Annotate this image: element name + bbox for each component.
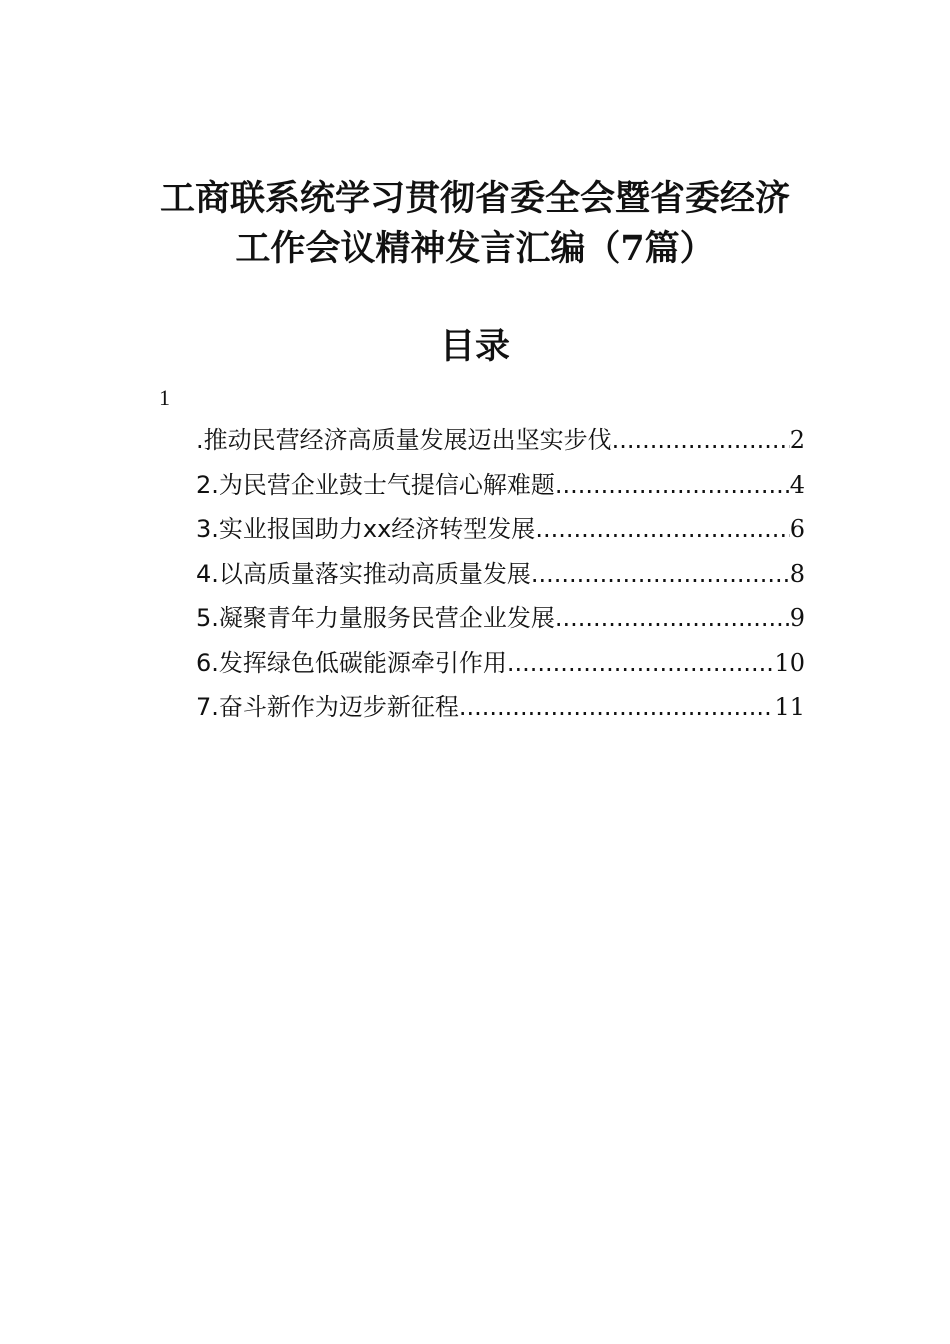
stray-page-number: 1 (159, 385, 170, 410)
toc-entry-page: 11 (774, 693, 805, 721)
toc-entry-4[interactable] (196, 552, 805, 597)
document-title-line-2: 工作会议精神发言汇编（7篇） (235, 228, 715, 269)
toc-entry-page: 4 (789, 470, 805, 499)
toc-entry-label: 4.以高质量落实推动高质量发展 (196, 559, 531, 588)
toc-entry-page: 8 (789, 559, 805, 588)
document-title-line-1: 工商联系统学习贯彻省委全会暨省委经济 (159, 178, 790, 219)
toc-dot-leader (535, 507, 789, 551)
toc-entry-3[interactable] (196, 507, 805, 552)
toc-entry-label: 7.奋斗新作为迈步新征程 (196, 693, 459, 721)
toc-entry-page: 6 (789, 515, 805, 543)
toc-entry-label: .推动民营经济高质量发展迈出坚实步伐 (196, 426, 612, 454)
toc-entry-5[interactable] (196, 596, 805, 641)
toc-entry-7[interactable] (196, 685, 805, 730)
toc-entry-1[interactable] (196, 418, 805, 463)
toc-dot-leader (555, 463, 790, 507)
table-of-contents (196, 418, 805, 730)
toc-entry-label: 2.为民营企业鼓士气提信心解难题 (196, 470, 555, 499)
toc-entry-label: 6.发挥绿色低碳能源牵引作用 (196, 648, 507, 677)
toc-entry-label: 5.凝聚青年力量服务民营企业发展 (196, 604, 555, 632)
toc-entry-page: 10 (774, 648, 805, 677)
toc-entry-2[interactable] (196, 463, 805, 508)
toc-dot-leader (555, 596, 790, 640)
toc-dot-leader (459, 685, 775, 729)
toc-heading: 目录 (439, 326, 510, 367)
toc-dot-leader (507, 641, 775, 685)
toc-dot-leader (531, 552, 790, 596)
toc-entry-label: 3.实业报国助力xx经济转型发展 (196, 515, 536, 543)
toc-dot-leader (612, 418, 790, 462)
toc-entry-6[interactable] (196, 641, 805, 686)
toc-entry-page: 2 (789, 426, 805, 454)
toc-entry-page: 9 (789, 604, 805, 632)
